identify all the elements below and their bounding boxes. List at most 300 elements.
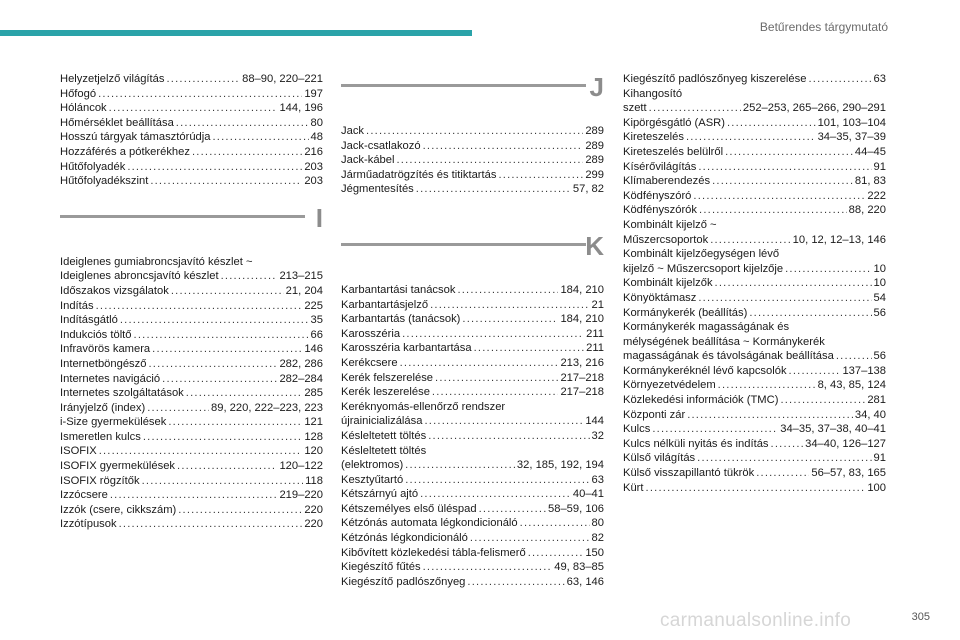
dot-leader [687,408,853,423]
dot-leader [120,313,309,328]
index-entry [623,306,886,321]
index-entry-term: Karbantartásjelző [341,298,429,311]
letter-divider [341,243,586,246]
dot-leader [99,444,303,459]
dot-leader [697,451,871,466]
dot-leader [698,160,871,175]
dot-leader [432,385,559,400]
dot-leader [423,560,553,575]
index-entry [623,101,886,116]
dot-leader [405,473,589,488]
index-entry [341,473,604,488]
index-entry-pages: 220 [304,503,323,516]
index-entry-pages: 289 [585,139,604,152]
index-entry [623,364,886,379]
dot-leader [96,299,303,314]
index-entry-pages: 21, 204 [285,284,323,297]
dot-leader [212,130,308,145]
index-entry-term: Jégmentesítés [341,183,414,196]
index-entry-term: Kétzónás légkondicionáló [341,532,468,545]
dot-leader [836,349,872,364]
index-entry-pages: 220 [304,518,323,531]
index-entry-term: Hűtőfolyadék [60,160,126,173]
index-entry-term: i-Size gyermekülések [60,416,167,429]
index-entry [60,116,323,131]
index-entry-pages: 213, 216 [560,356,604,369]
index-entry-term: Kulcs [623,423,651,436]
dot-leader [142,474,304,489]
index-entry-term: (elektromos) [341,459,404,472]
dot-leader [134,328,309,343]
index-entry-pages: 10 [873,262,886,275]
index-entry-term: Internetes szolgáltatások [60,387,184,400]
index-entry-pages: 8, 43, 85, 124 [817,379,886,392]
index-entry [341,429,604,444]
index-entry-term: Irányjelző (index) [60,401,146,414]
index-entry-pages: 34–35, 37–39 [817,131,886,144]
index-entry-pages: 213–215 [279,270,323,283]
index-entry-pages: 289 [585,125,604,137]
index-entry-term: Kormánykeréknél lévő kapcsolók [623,364,787,377]
index-entry-text: Kormánykerék magasságának és [623,321,790,334]
index-entry-pages: 58–59, 106 [548,502,604,515]
index-entry [623,130,886,145]
index-entry-pages: 217–218 [560,371,604,384]
dot-leader [119,517,303,532]
index-entry-text: Keréknyomás-ellenőrző rendszer [341,400,506,413]
dot-leader [186,386,303,401]
letter-divider [60,215,305,218]
dot-leader [430,298,589,313]
dot-leader [457,283,558,298]
dot-leader [467,575,564,590]
index-entry-pages: 34–40, 126–127 [805,437,886,450]
index-entry-pages: 49, 83–85 [554,561,604,574]
index-entry-text: mélységének beállítása ~ Kormánykerék [623,335,825,348]
index-entry-term: kijelző ~ Műszercsoport kijelzője [623,262,784,275]
index-entry [341,168,604,183]
index-entry-pages: 56–57, 83, 165 [811,467,886,480]
index-entry [341,153,604,168]
index-entry [60,459,323,474]
dot-leader [725,145,853,160]
index-entry-pages: 91 [873,452,886,465]
dot-leader [423,139,584,154]
index-entry [341,124,604,139]
index-entry-term: Kétzónás automata légkondicionáló [341,517,518,530]
index-entry-term: Infravörös kamera [60,343,151,356]
index-entry-term: Ideiglenes abroncsjavító készlet [60,270,219,283]
index-entry [341,458,604,473]
index-entry-term: ISOFIX rögzítők [60,474,140,487]
page-number: 305 [911,611,930,623]
dot-leader [780,393,865,408]
index-entry-pages: 81, 83 [854,175,886,188]
index-entry-pages: 184, 210 [560,313,604,326]
index-entry-term: Jack-csatlakozó [341,139,421,152]
index-entry [623,437,886,452]
index-entry-term: Kétszárnyú ajtó [341,488,419,501]
index-entry [623,451,886,466]
index-entry [341,139,604,154]
index-entry [60,160,323,175]
index-entry-term: Hűtőfolyadékszint [60,175,149,188]
index-entry [60,401,323,416]
index-entry-pages: 118 [305,474,323,487]
index-entry-term: Hőmérséklet beállítása [60,116,174,129]
index-entry-pages: 91 [873,160,886,173]
index-entry-term: Kombinált kijelzők [623,277,713,290]
index-column-1 [60,72,323,532]
index-entry-pages: 252–253, 265–266, 290–291 [742,102,886,115]
index-entry-term: Hozzáférés a pótkerékhez [60,145,190,158]
index-entry-pages: 203 [304,160,323,173]
dot-leader [462,312,558,327]
index-entry-term: Izzók (csere, cikkszám) [60,503,177,516]
dot-leader [498,168,583,183]
index-entry-term: Időszakos vizsgálatok [60,284,169,297]
dot-leader [698,291,871,306]
index-entry-term: Kireteszelés belülről [623,145,724,158]
index-entry-term: Kireteszelés [623,131,684,144]
index-entry [60,415,323,430]
index-entry-term: Indításgátló [60,314,118,327]
index-entry [60,313,323,328]
dot-leader [727,116,816,131]
index-entry-pages: 54 [873,291,886,304]
dot-leader [400,356,559,371]
index-entry-text: Késleltetett töltés [341,444,427,457]
index-entry-pages: 101, 103–104 [817,116,886,129]
letter-divider [341,84,586,87]
index-entry-term: Izzócsere [60,489,108,502]
index-entry-term: újrainicializálása [341,415,423,428]
index-entry-term: Internetböngésző [60,357,147,370]
index-entry-term: Ködfényszórók [623,204,698,217]
index-entry [60,328,323,343]
dot-leader [789,364,841,379]
index-entry-pages: 32, 185, 192, 194 [516,459,604,472]
dot-leader [528,546,584,561]
index-entry-pages: 40–41 [572,488,604,501]
index-entry-pages: 225 [304,299,323,312]
index-entry-term: Műszercsoportok [623,233,709,246]
index-entry [623,393,886,408]
index-entry-pages: 63, 146 [566,575,604,588]
index-entry-pages: 120 [304,445,323,458]
index-entry-pages: 82 [591,532,604,545]
index-entry-pages: 150 [585,546,604,559]
index-entry-term: Kiegészítő padlószőnyeg kiszerelése [623,73,807,85]
index-entry [623,408,886,423]
index-entry-term: Helyzetjelző világítás [60,73,165,85]
index-entry-pages: 44–45 [854,145,886,158]
index-entry [60,430,323,445]
dot-leader [699,203,847,218]
index-entry [623,291,886,306]
index-entry-text: Kombinált kijelzőegységen lévő [623,248,780,261]
index-entry [341,414,604,429]
index-entry [341,385,604,400]
dot-leader [402,327,584,342]
index-entry-pages: 120–122 [279,460,323,473]
index-entry-pages: 10, 12, 12–13, 146 [792,233,886,246]
index-entry-term: Központi zár [623,408,686,421]
index-entry-pages: 144 [585,415,604,428]
index-group-k-3 [341,458,604,589]
index-entry-pages: 285 [304,387,323,400]
index-entry-text: Kihangosító [623,87,683,100]
index-entry-pages: 217–218 [560,386,604,399]
dot-leader [171,284,284,299]
index-entry [60,101,323,116]
dot-leader [192,145,302,160]
index-entry-pages: 32 [591,429,604,442]
index-entry-term: Jack-kábel [341,154,395,167]
index-entry [60,87,323,102]
index-entry-term: Késleltetett töltés [341,429,427,442]
index-entry-text: Ideiglenes gumiabroncsjavító készlet ~ [60,255,253,268]
index-entry [341,371,604,386]
letter-heading-i [60,202,323,245]
dot-leader [686,130,816,145]
index-entry-term: Kerékcsere [341,356,398,369]
index-entry [623,262,886,277]
index-entry [623,466,886,481]
index-entry-term: Karosszéria karbantartása [341,342,472,355]
index-entry-pages: 121 [304,416,323,429]
index-entry [60,299,323,314]
index-group-k-2 [341,414,604,443]
index-entry-term: Jack [341,125,365,137]
index-entry-term: Kiegészítő fűtés [341,561,421,574]
dot-leader [479,502,546,517]
index-column-3 [623,72,886,495]
index-entry-term: Kibővített közlekedési tábla-felismerő [341,546,526,559]
index-entry [341,327,604,342]
index-entry-pages: 63 [591,473,604,486]
dot-leader [396,153,583,168]
dot-leader [416,182,571,197]
index-entry-pages: 57, 82 [572,183,604,196]
index-entry-term: Kísérővilágítás [623,160,697,173]
index-entry-pages: 299 [585,168,604,181]
index-entry-pages: 219–220 [279,489,323,502]
dot-leader [435,371,558,386]
dot-leader [109,101,278,116]
dot-leader [652,422,778,437]
index-entry [341,531,604,546]
index-entry-pages: 211 [586,327,604,340]
index-entry [623,174,886,189]
dot-leader [785,262,871,277]
dot-leader [178,503,302,518]
index-group-j [341,124,604,197]
index-entry-term: ISOFIX [60,445,97,458]
index-entry-term: Kerék leszerelése [341,386,430,399]
index-entry [341,546,604,561]
index-entry [341,298,604,313]
index-entry [341,516,604,531]
dot-leader [150,174,302,189]
index-group-k-5 [623,101,886,218]
index-entry-term: Ismeretlen kulcs [60,430,141,443]
letter-heading-k [341,230,604,273]
dot-leader [520,516,590,531]
index-entry [60,517,323,532]
index-group-k-8 [623,349,886,495]
index-entry-pages: 80 [591,517,604,530]
index-group-h [60,72,323,189]
index-entry-term: Karbantartás (tanácsok) [341,313,461,326]
index-entry-pages: 35 [310,314,323,327]
index-entry-pages: 146 [304,343,323,356]
index-entry-term: Ködfényszóró [623,189,692,202]
index-entry-pages: 216 [304,145,323,158]
index-entry [60,474,323,489]
index-entry [60,372,323,387]
index-entry [60,72,323,87]
index-entry [623,481,886,496]
index-group-i [60,269,323,532]
index-entry-pages: 89, 220, 222–223, 223 [211,401,323,414]
dot-leader [646,481,866,496]
dot-leader [162,372,277,387]
index-entry-term: Izzótípusok [60,518,117,531]
watermark: carmanualsonline.info [660,610,852,631]
index-entry-term: ISOFIX gyermekülések [60,460,176,473]
dot-leader [428,429,589,444]
index-entry-term: Klímaberendezés [623,175,711,188]
letter-i: I [315,202,323,233]
index-column-2 [341,72,604,589]
index-entry-pages: 137–138 [842,364,886,377]
index-entry [60,145,323,160]
index-entry-pages: 21 [591,298,604,311]
dot-leader [168,415,302,430]
index-entry-term: Karosszéria [341,327,401,340]
index-entry-pages: 282, 286 [279,357,323,370]
index-entry-term: Kürt [623,481,644,494]
index-entry [60,174,323,189]
dot-leader [148,357,277,372]
dot-leader [693,189,865,204]
index-entry-term: Kulcs nélküli nyitás és indítás [623,437,769,450]
index-entry-term: Indítás [60,299,94,312]
index-entry-term: Külső visszapillantó tükrök [623,467,755,480]
index-entry [341,182,604,197]
index-entry-pages: 100 [867,481,886,494]
index-entry-term: Hosszú tárgyak támasztórúdja [60,131,211,144]
index-entry-term: Internetes navigáció [60,372,161,385]
dot-leader [710,233,790,248]
header-accent-bar [0,30,472,36]
index-entry [623,378,886,393]
letter-heading-j [341,72,604,114]
index-entry-pages: 88, 220 [848,204,886,217]
index-entry [341,502,604,517]
dot-leader [405,458,515,473]
index-entry [60,357,323,372]
index-entry [341,341,604,356]
index-entry [60,130,323,145]
index-entry [60,444,323,459]
index-entry [623,203,886,218]
dot-leader [143,430,303,445]
index-entry-term: Közlekedési információk (TMC) [623,394,779,407]
dot-leader [147,401,209,416]
index-entry-term: Hóláncok [60,102,107,115]
index-entry-pages: 128 [304,430,323,443]
index-entry [60,488,323,503]
index-entry-term: Kétszemélyes első üléspad [341,502,477,515]
index-entry [623,349,886,364]
dot-leader [715,276,872,291]
index-entry [60,269,323,284]
index-entry-term: Külső világítás [623,452,696,465]
index-entry-pages: 48 [310,131,323,144]
index-entry [60,342,323,357]
index-entry-pages: 203 [304,175,323,188]
dot-leader [127,160,302,175]
index-entry [341,575,604,590]
index-entry-pages: 211 [586,342,604,355]
dot-leader [177,459,277,474]
dot-leader [176,116,309,131]
index-entry [623,422,886,437]
index-entry-term: Kormánykerék (beállítás) [623,306,748,319]
index-entry-term: Indukciós töltő [60,328,132,341]
dot-leader [470,531,590,546]
index-entry-term: Kerék felszerelése [341,371,434,384]
index-entry-term: Környezetvédelem [623,379,716,392]
index-entry [623,189,886,204]
index-entry [623,72,886,87]
dot-leader [221,269,278,284]
index-entry-pages: 282–284 [279,372,323,385]
index-entry-pages: 10 [873,277,886,290]
index-entry [623,160,886,175]
index-entry-pages: 34, 40 [854,408,886,421]
index-entry [60,386,323,401]
index-entry [341,283,604,298]
page-header-title: Betűrendes tárgymutató [759,20,888,34]
dot-leader [366,124,583,139]
letter-j: J [589,72,604,102]
index-entry [341,560,604,575]
index-entry [341,487,604,502]
index-entry-pages: 88–90, 220–221 [242,73,323,85]
dot-leader [420,487,571,502]
index-entry-pages: 34–35, 37–38, 40–41 [780,423,886,436]
index-entry-pages: 184, 210 [560,283,604,296]
dot-leader [712,174,853,189]
index-entry-pages: 222 [867,189,886,202]
index-entry-term: Kiegészítő padlószőnyeg [341,575,466,588]
index-entry [623,116,886,131]
dot-leader [718,378,816,393]
index-entry-pages: 281 [867,394,886,407]
index-entry-term: szett [623,102,647,115]
index-entry-pages: 289 [585,154,604,167]
index-entry [341,356,604,371]
index-entry [341,312,604,327]
index-entry-term: Könyöktámasz [623,291,697,304]
dot-leader [771,437,804,452]
dot-leader [166,72,240,87]
index-entry [623,276,886,291]
index-entry-pages: 56 [873,306,886,319]
